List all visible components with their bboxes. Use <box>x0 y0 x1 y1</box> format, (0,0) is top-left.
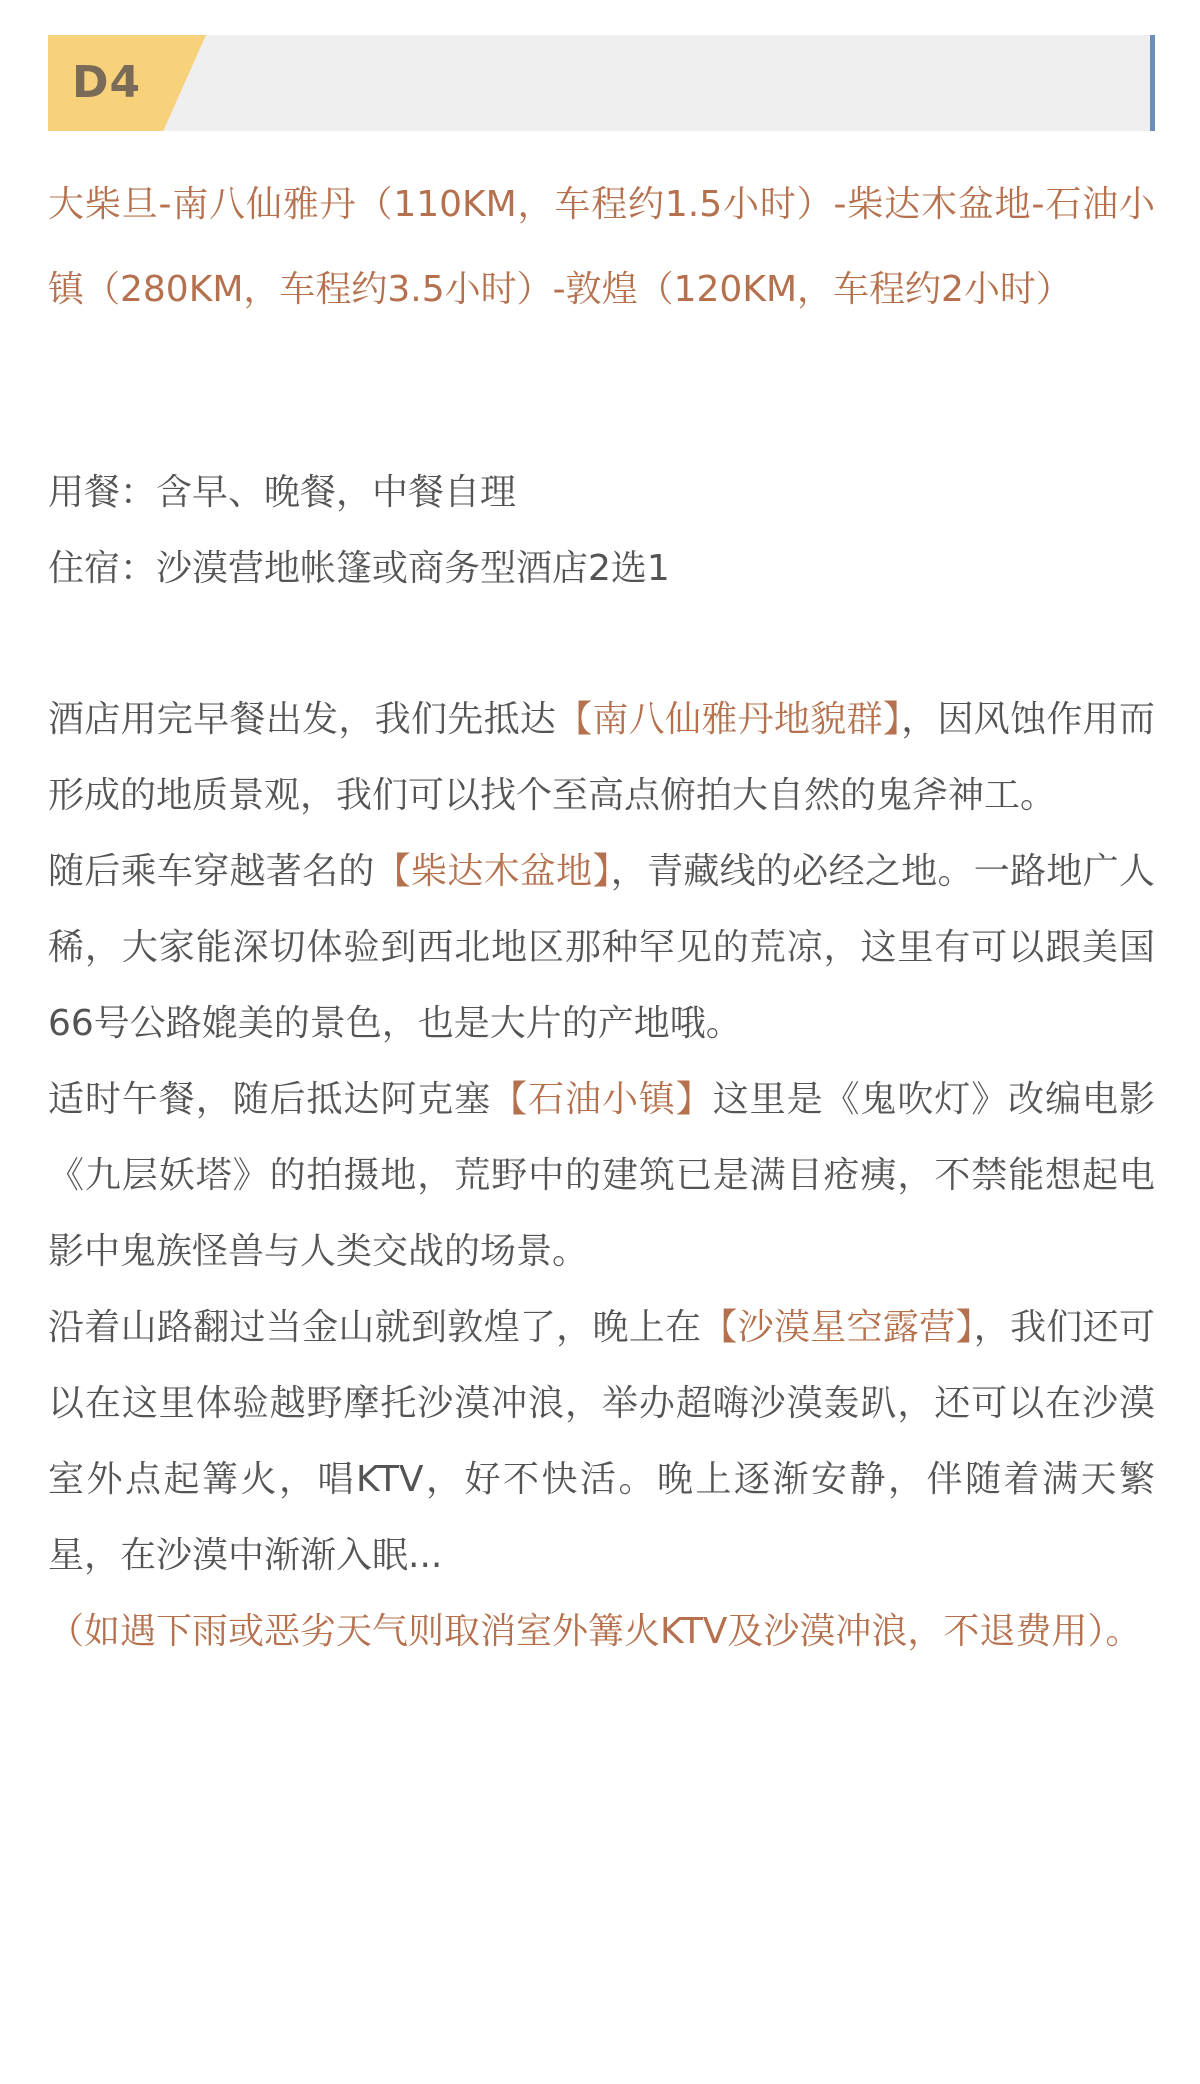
paragraph-text: ，因风蚀作用而形成的地质景观，我们可以找个至高点俯拍大自然的鬼斧神工。 <box>48 699 1155 816</box>
paragraph-text: 这里是《鬼吹灯》改编电影《九层妖塔》的拍摄地，荒野中的建筑已是满目疮痍，不禁能想起电影中鬼族怪兽与人类交战的场景。 <box>48 1079 1155 1272</box>
paragraph-text: ，青藏线的必经之地。一路地广人稀，大家能深切体验到西北地区那种罕见的荒凉，这里有可以跟美国66号公路媲美的景色，也是大片的产地哦。 <box>48 851 1155 1044</box>
paragraph-text: ，我们还可以在这里体验越野摩托沙漠冲浪，举办超嗨沙漠轰趴，还可以在沙漠室外点起篝火，唱KTV，好不快活。晚上逐渐安静，伴随着满天繁星，在沙漠中渐渐入眠... <box>48 1307 1155 1576</box>
paragraph-yardang <box>48 682 1155 834</box>
paragraph-text: 酒店用完早餐出发，我们先抵达 <box>48 699 557 740</box>
paragraph-oil-town <box>48 1062 1155 1290</box>
itinerary-body <box>48 682 1155 1670</box>
weather-note: （如遇下雨或恶劣天气则取消室外篝火KTV及沙漠冲浪，不退费用）。 <box>48 1611 1142 1652</box>
day-tag-label: D4 <box>72 57 142 108</box>
paragraph-text: 随后乘车穿越著名的 <box>48 851 375 892</box>
paragraph-qaidam <box>48 834 1155 1062</box>
highlight-oil-town: 【石油小镇】 <box>491 1079 713 1120</box>
day-header-accent-bar <box>1150 35 1155 131</box>
route-description: 大柴旦-南八仙雅丹（110KM，车程约1.5小时）-柴达木盆地-石油小镇（280KM，车程约3.5小时）-敦煌（120KM，车程约2小时） <box>48 184 1155 310</box>
lodging-info: 住宿：沙漠营地帐篷或商务型酒店2选1 <box>48 548 670 589</box>
highlight-yardang: 【南八仙雅丹地貌群】 <box>556 699 902 740</box>
day-header <box>48 35 1155 131</box>
paragraph-text: 适时午餐，随后抵达阿克塞 <box>48 1079 492 1120</box>
meals-info: 用餐：含早、晚餐，中餐自理 <box>48 472 517 513</box>
highlight-qaidam: 【柴达木盆地】 <box>374 851 611 892</box>
paragraph-desert-camp <box>48 1290 1155 1594</box>
highlight-desert-camp: 【沙漠星空露营】 <box>701 1307 974 1348</box>
paragraph-text: 沿着山路翻过当金山就到敦煌了，晚上在 <box>48 1307 702 1348</box>
